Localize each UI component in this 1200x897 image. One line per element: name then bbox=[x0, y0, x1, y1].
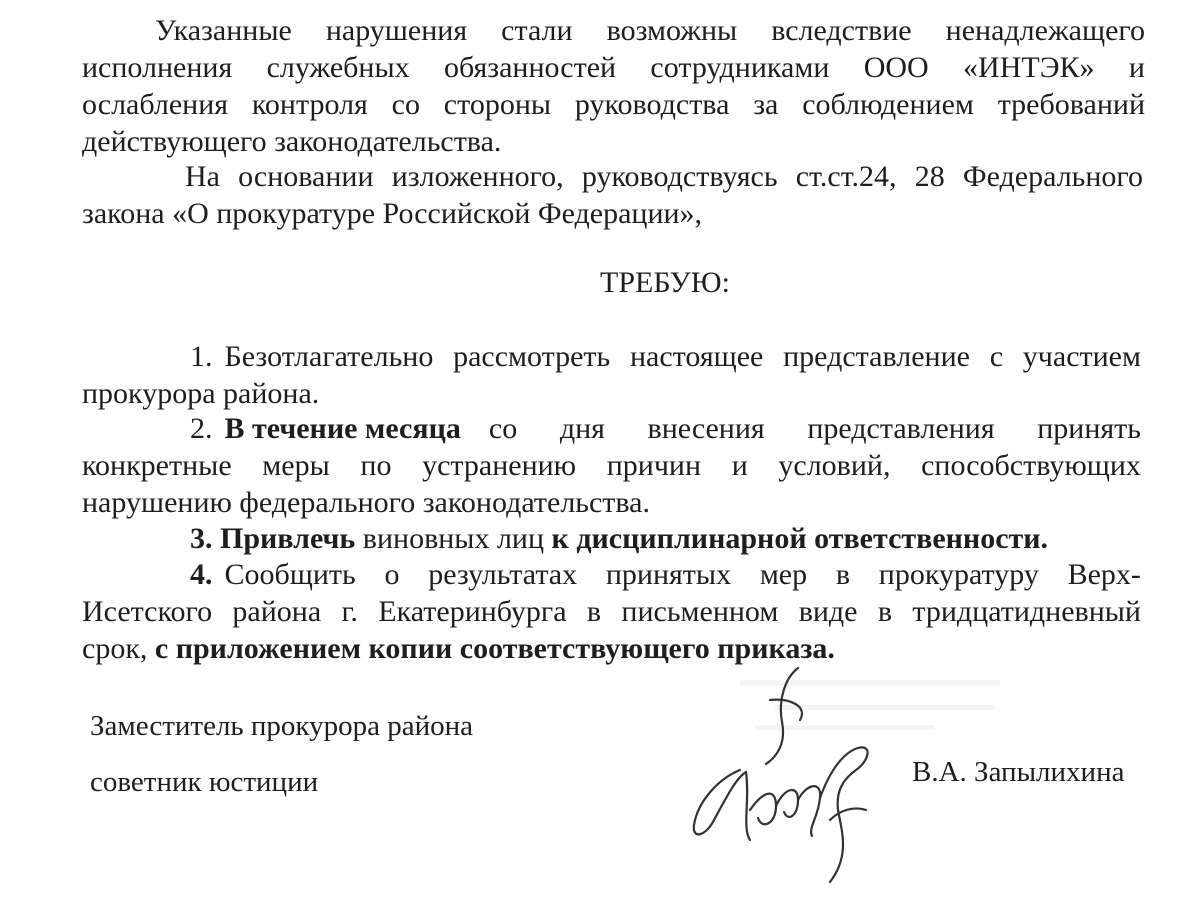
item3-lead: Привлечь bbox=[220, 522, 356, 555]
item1-number: 1. bbox=[190, 340, 213, 373]
word: прокуратуру bbox=[878, 558, 1039, 591]
word: сотрудниками bbox=[650, 51, 830, 84]
word: обязанностей bbox=[443, 51, 617, 84]
item4-line1 bbox=[190, 560, 1141, 590]
item4-line2 bbox=[82, 597, 1141, 627]
item4-line3-b: с приложением копии соответствующего приказа. bbox=[154, 632, 835, 665]
word: соблюдением bbox=[802, 88, 974, 121]
item3-line bbox=[190, 524, 1048, 554]
word: рассмотреть bbox=[453, 340, 611, 373]
word: руководствуясь bbox=[581, 160, 778, 193]
word: нарушения bbox=[325, 14, 468, 47]
item4-text-line1 bbox=[225, 560, 1142, 590]
word: в bbox=[835, 558, 851, 591]
para1-line4: действующего законодательства. bbox=[82, 125, 502, 158]
word: Федерального bbox=[962, 160, 1143, 193]
word: настоящее bbox=[629, 340, 764, 373]
word: ст.ст.24, bbox=[795, 160, 897, 193]
item3-emphasis: к дисциплинарной ответственности. bbox=[551, 522, 1049, 555]
item2-emphasis: В течение месяца bbox=[224, 412, 461, 445]
word: условий, bbox=[778, 449, 891, 482]
item4-number: 4. bbox=[190, 558, 213, 591]
item2-line3: нарушению федерального законодательства. bbox=[82, 486, 650, 519]
word: и bbox=[1128, 51, 1145, 84]
item2-text-line1 bbox=[489, 414, 1141, 444]
word: о bbox=[384, 558, 400, 591]
word: изложенного, bbox=[391, 160, 564, 193]
word: руководства bbox=[574, 88, 730, 121]
word: участием bbox=[1022, 340, 1141, 373]
word: результатах bbox=[428, 558, 578, 591]
item3-middle: виновных лиц bbox=[362, 522, 545, 555]
word: района bbox=[232, 595, 322, 628]
word: вследствие bbox=[771, 14, 912, 47]
word: контроля bbox=[251, 88, 368, 121]
signatory-name: В.А. Запылихина bbox=[912, 756, 1125, 788]
item2-number: 2. bbox=[190, 412, 213, 445]
word: за bbox=[753, 88, 779, 121]
word: конкретные bbox=[82, 449, 232, 482]
word: ненадлежащего bbox=[945, 14, 1145, 47]
word: с bbox=[989, 340, 1004, 373]
para2-line1 bbox=[185, 162, 1143, 192]
word: устранению bbox=[422, 449, 577, 482]
word: принятых bbox=[605, 558, 732, 591]
word: причин bbox=[606, 449, 702, 482]
word: Верх- bbox=[1067, 558, 1141, 591]
item2-line2 bbox=[82, 451, 1141, 481]
word: исполнения bbox=[82, 51, 233, 84]
word: мер bbox=[759, 558, 808, 591]
word: представление bbox=[783, 340, 970, 373]
para1-line2 bbox=[82, 53, 1145, 83]
word: служебных bbox=[266, 51, 410, 84]
item1-line2: прокурора района. bbox=[82, 377, 320, 410]
word: Екатеринбурга bbox=[378, 595, 567, 628]
item2-line1 bbox=[190, 414, 1141, 444]
word: Исетского bbox=[82, 595, 213, 628]
word: виде bbox=[798, 595, 858, 628]
word: в bbox=[877, 595, 893, 628]
word: основании bbox=[238, 160, 374, 193]
word: стали bbox=[501, 14, 573, 47]
word: внесения bbox=[647, 412, 765, 445]
word: На bbox=[185, 160, 220, 193]
word: Сообщить bbox=[224, 558, 356, 591]
word: и bbox=[731, 449, 748, 482]
word: «ИНТЭК» bbox=[963, 51, 1095, 84]
word: возможны bbox=[606, 14, 738, 47]
para1-line1 bbox=[155, 16, 1145, 46]
word: стороны bbox=[443, 88, 552, 121]
para1-line3 bbox=[82, 90, 1145, 120]
word: письменном bbox=[621, 595, 779, 628]
word: Безотлагательно bbox=[224, 340, 434, 373]
item4-line3-a: срок, bbox=[82, 632, 148, 665]
word: требований bbox=[997, 88, 1145, 121]
word: тридцатидневный bbox=[912, 595, 1141, 628]
word: ООО bbox=[863, 51, 929, 84]
word: меры bbox=[262, 449, 330, 482]
word: принять bbox=[1037, 412, 1141, 445]
handwritten-signature bbox=[680, 660, 900, 890]
word: представления bbox=[807, 412, 995, 445]
word: ослабления bbox=[82, 88, 229, 121]
word: Указанные bbox=[155, 14, 292, 47]
word: г. bbox=[341, 595, 358, 628]
word: 28 bbox=[914, 160, 945, 193]
item1-line1 bbox=[190, 342, 1141, 372]
signatory-position-line2: советник юстиции bbox=[90, 766, 319, 798]
item3-number: 3. bbox=[190, 522, 213, 555]
word: со bbox=[391, 88, 420, 121]
para2-line2: закона «О прокуратуре Российской Федерации», bbox=[82, 197, 703, 230]
word: со bbox=[488, 412, 518, 445]
word: в bbox=[586, 595, 602, 628]
item1-text-line1 bbox=[225, 342, 1142, 372]
word: по bbox=[360, 449, 392, 482]
word: дня bbox=[559, 412, 605, 445]
demand-heading: ТРЕБУЮ: bbox=[600, 266, 730, 299]
signatory-position-line1: Заместитель прокурора района bbox=[90, 710, 474, 742]
word: способствующих bbox=[921, 449, 1141, 482]
